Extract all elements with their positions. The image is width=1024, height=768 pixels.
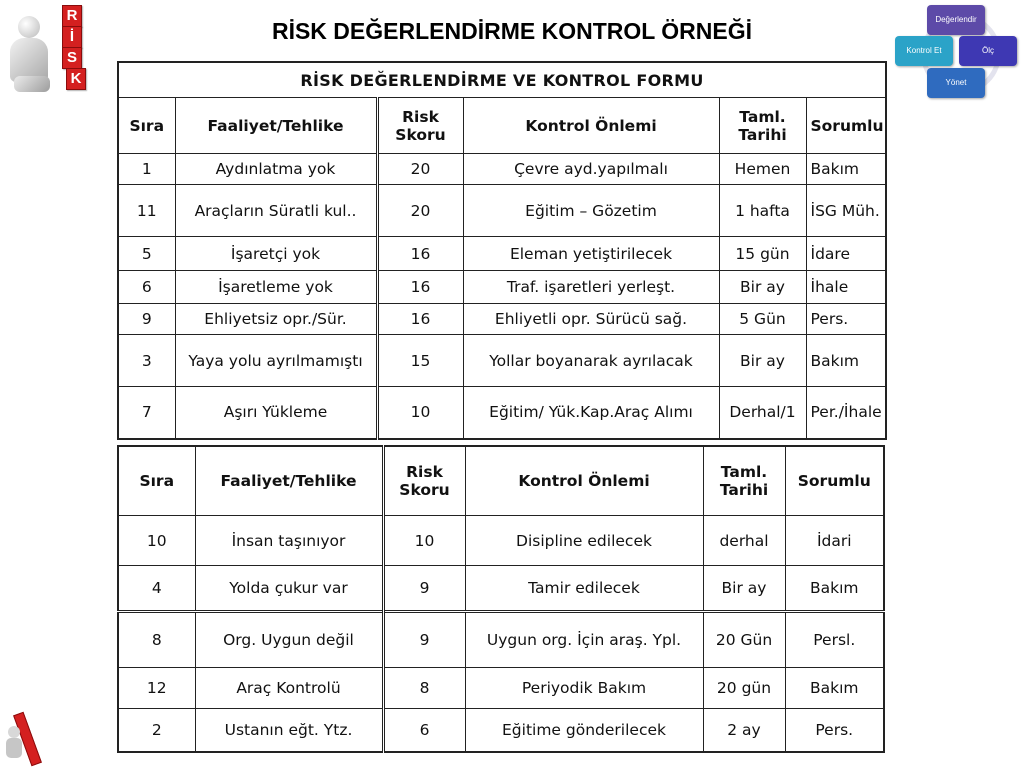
figure-lever-icon: [2, 708, 48, 764]
cell-risk-skoru: 8: [383, 668, 465, 709]
cell-tamamlanma-tarihi: Bir ay: [703, 566, 785, 612]
cell-risk-skoru: 10: [377, 387, 463, 439]
table-row: [118, 185, 886, 237]
cell-kontrol-onlemi: Tamir edilecek: [465, 566, 703, 612]
cell-faaliyet: İnsan taşınıyor: [195, 516, 383, 566]
cell-sira: 3: [118, 335, 175, 387]
cycle-node-kontrol-et: Kontrol Et: [895, 36, 953, 66]
cell-sira: 11: [118, 185, 175, 237]
table-row: [118, 612, 884, 668]
table-row: [118, 387, 886, 439]
table-row: [118, 709, 884, 752]
header2-faaliyet: Faaliyet/Tehlike: [195, 446, 383, 516]
form-title: RİSK DEĞERLENDİRME VE KONTROL FORMU: [118, 62, 886, 98]
cell-sorumlu: Bakım: [785, 566, 884, 612]
cell-sira: 2: [118, 709, 195, 752]
header-kontrol: Kontrol Önlemi: [463, 98, 719, 154]
cell-faaliyet: Ustanın eğt. Ytz.: [195, 709, 383, 752]
header-tarih-text: Taml. Tarihi: [738, 107, 787, 144]
cell-kontrol-onlemi: Yollar boyanarak ayrılacak: [463, 335, 719, 387]
header-risk-skoru: [377, 98, 463, 154]
logo-letter-r: R: [62, 5, 82, 27]
risk-logo: [4, 2, 92, 102]
risk-control-form-table: [117, 61, 887, 440]
table-row: [118, 304, 886, 335]
figure-leg-icon: [14, 76, 50, 92]
logo-letter-i: İ: [62, 26, 82, 48]
cell-faaliyet: Aydınlatma yok: [175, 154, 377, 185]
table-row: [118, 516, 884, 566]
cell-sira: 12: [118, 668, 195, 709]
header-tarih: [719, 98, 806, 154]
cell-risk-skoru: 15: [377, 335, 463, 387]
cell-sira: 8: [118, 612, 195, 668]
cell-kontrol-onlemi: Traf. işaretleri yerleşt.: [463, 271, 719, 304]
cell-faaliyet: Aşırı Yükleme: [175, 387, 377, 439]
cell-faaliyet: Org. Uygun değil: [195, 612, 383, 668]
cell-sorumlu: İSG Müh.: [806, 185, 886, 237]
cell-kontrol-onlemi: Periyodik Bakım: [465, 668, 703, 709]
cell-sira: 7: [118, 387, 175, 439]
cell-faaliyet: Araçların Süratli kul..: [175, 185, 377, 237]
header2-sorumlu: Sorumlu: [785, 446, 884, 516]
cell-sorumlu: Persl.: [785, 612, 884, 668]
cell-sorumlu: Bakım: [806, 154, 886, 185]
cell-sorumlu: Pers.: [785, 709, 884, 752]
cell-tamamlanma-tarihi: 1 hafta: [719, 185, 806, 237]
figure-head-icon: [18, 16, 40, 38]
slide-title: RİSK DEĞERLENDİRME KONTROL ÖRNEĞİ: [271, 18, 753, 44]
cell-tamamlanma-tarihi: Bir ay: [719, 271, 806, 304]
cell-faaliyet: İşaretçi yok: [175, 237, 377, 271]
cell-kontrol-onlemi: Ehliyetli opr. Sürücü sağ.: [463, 304, 719, 335]
table-row: [118, 271, 886, 304]
table2-body: [118, 516, 884, 752]
cell-sorumlu: Per./İhale: [806, 387, 886, 439]
cell-sorumlu: Bakım: [785, 668, 884, 709]
cell-sira: 5: [118, 237, 175, 271]
cell-tamamlanma-tarihi: 5 Gün: [719, 304, 806, 335]
cell-sorumlu: İdare: [806, 237, 886, 271]
cell-kontrol-onlemi: Eğitim/ Yük.Kap.Araç Alımı: [463, 387, 719, 439]
cell-risk-skoru: 10: [383, 516, 465, 566]
table-row: [118, 668, 884, 709]
table-row: [118, 237, 886, 271]
cell-sorumlu: İhale: [806, 271, 886, 304]
management-cycle-diagram: [893, 2, 1021, 100]
cycle-node-degerlendir: Değerlendir: [927, 5, 985, 35]
cell-tamamlanma-tarihi: derhal: [703, 516, 785, 566]
cycle-node-yonet: Yönet: [927, 68, 985, 98]
mini-figure-head-icon: [8, 726, 20, 738]
cell-tamamlanma-tarihi: 20 gün: [703, 668, 785, 709]
cell-sira: 6: [118, 271, 175, 304]
cell-tamamlanma-tarihi: Hemen: [719, 154, 806, 185]
header2-sira: Sıra: [118, 446, 195, 516]
cell-tamamlanma-tarihi: 15 gün: [719, 237, 806, 271]
logo-letter-s: S: [62, 47, 82, 69]
cell-faaliyet: İşaretleme yok: [175, 271, 377, 304]
header-sorumlu: Sorumlu: [806, 98, 886, 154]
header2-tarih-text: Taml. Tarihi: [719, 463, 769, 499]
header-sira: Sıra: [118, 98, 175, 154]
cell-sorumlu: İdari: [785, 516, 884, 566]
cell-sira: 4: [118, 566, 195, 612]
table2-header-row: [118, 446, 884, 516]
form-title-row: [118, 62, 886, 98]
header-risk-skoru-text: Risk Skoru: [395, 107, 446, 144]
mini-figure-body-icon: [6, 738, 22, 758]
cell-tamamlanma-tarihi: 20 Gün: [703, 612, 785, 668]
table-row: [118, 566, 884, 612]
cycle-node-olc: Ölç: [959, 36, 1017, 66]
cell-risk-skoru: 9: [383, 566, 465, 612]
header2-kontrol: Kontrol Önlemi: [465, 446, 703, 516]
cell-risk-skoru: 16: [377, 271, 463, 304]
cell-sira: 9: [118, 304, 175, 335]
table-header-row: [118, 98, 886, 154]
cell-risk-skoru: 20: [377, 185, 463, 237]
header-faaliyet: Faaliyet/Tehlike: [175, 98, 377, 154]
cell-faaliyet: Ehliyetsiz opr./Sür.: [175, 304, 377, 335]
logo-letter-k: K: [66, 68, 86, 90]
cell-faaliyet: Yolda çukur var: [195, 566, 383, 612]
cell-kontrol-onlemi: Eğitime gönderilecek: [465, 709, 703, 752]
cell-kontrol-onlemi: Disipline edilecek: [465, 516, 703, 566]
cell-sira: 10: [118, 516, 195, 566]
table-row: [118, 154, 886, 185]
cell-kontrol-onlemi: Uygun org. İçin araş. Ypl.: [465, 612, 703, 668]
cell-risk-skoru: 16: [377, 237, 463, 271]
cell-sorumlu: Bakım: [806, 335, 886, 387]
table1-body: [118, 154, 886, 439]
header2-tarih: [703, 446, 785, 516]
cell-risk-skoru: 9: [383, 612, 465, 668]
cell-risk-skoru: 6: [383, 709, 465, 752]
cell-risk-skoru: 16: [377, 304, 463, 335]
cell-tamamlanma-tarihi: 2 ay: [703, 709, 785, 752]
cell-kontrol-onlemi: Eleman yetiştirilecek: [463, 237, 719, 271]
cell-kontrol-onlemi: Eğitim – Gözetim: [463, 185, 719, 237]
cell-tamamlanma-tarihi: Bir ay: [719, 335, 806, 387]
cell-tamamlanma-tarihi: Derhal/1: [719, 387, 806, 439]
header2-risk-skoru: [383, 446, 465, 516]
cell-sorumlu: Pers.: [806, 304, 886, 335]
header2-risk-skoru-text: Risk Skoru: [399, 463, 450, 499]
cell-faaliyet: Yaya yolu ayrılmamıştı: [175, 335, 377, 387]
risk-control-table-continued: [117, 445, 885, 753]
cell-risk-skoru: 20: [377, 154, 463, 185]
cell-faaliyet: Araç Kontrolü: [195, 668, 383, 709]
cell-sira: 1: [118, 154, 175, 185]
cell-kontrol-onlemi: Çevre ayd.yapılmalı: [463, 154, 719, 185]
table-row: [118, 335, 886, 387]
